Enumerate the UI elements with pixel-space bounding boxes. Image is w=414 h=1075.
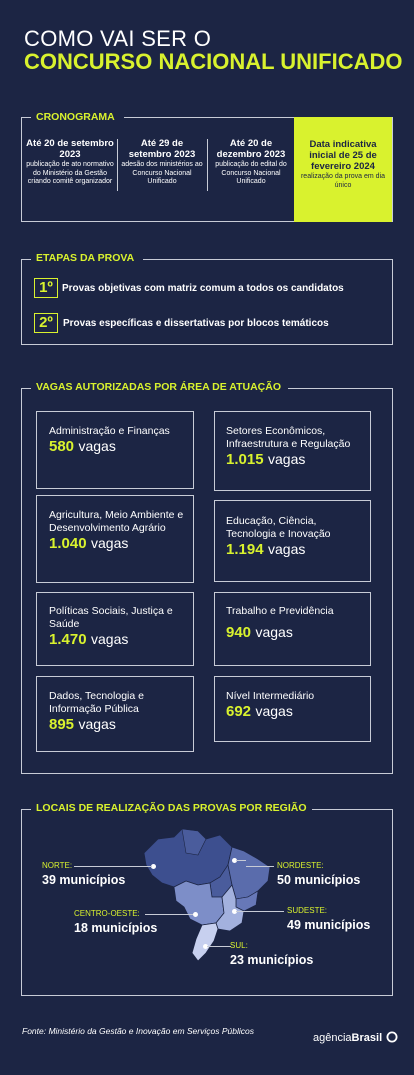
- region-count-nordeste: 50 municípios: [277, 873, 361, 887]
- vagas-card: [36, 495, 194, 583]
- region-count-norte: 39 municípios: [42, 873, 126, 887]
- vagas-count: 1.194: [226, 541, 264, 558]
- region-count-centro-oeste: 18 municípios: [74, 921, 158, 935]
- divider: [143, 259, 392, 260]
- vagas-card: [214, 592, 371, 666]
- title-line-1: COMO VAI SER O: [24, 26, 212, 51]
- divider: [21, 388, 31, 389]
- region-label-sul: SUL:: [230, 941, 248, 950]
- region-label-centro-oeste: CENTRO-OESTE:: [74, 909, 140, 918]
- centro-oeste-marker: [193, 912, 198, 917]
- sudeste-leader: [236, 911, 284, 912]
- vagas-area: Setores Econômicos, Infraestrutura e Regulação: [226, 425, 351, 450]
- vagas-area: Administração e Finanças: [49, 425, 170, 437]
- step-text: Provas específicas e dissertativas por blocos temáticos: [63, 318, 329, 329]
- vagas-unit: vagas: [78, 438, 116, 454]
- vagas-card: [214, 676, 371, 742]
- vagas-unit: vagas: [91, 535, 129, 551]
- vagas-area: Trabalho e Previdência: [226, 605, 334, 617]
- vagas-card: [214, 411, 371, 491]
- vagas-unit: vagas: [268, 541, 306, 557]
- vagas-card: [36, 592, 194, 666]
- vagas-unit: vagas: [78, 716, 116, 732]
- vagas-count: 1.470: [49, 631, 87, 648]
- nordeste-leader: [236, 860, 246, 861]
- vagas-count: 895: [49, 716, 75, 733]
- cronograma-item-highlight: [297, 139, 389, 190]
- cronograma-item: [26, 138, 114, 187]
- divider: [21, 117, 31, 118]
- vagas-card: [214, 500, 371, 582]
- cronograma-desc: adesão dos ministérios ao Concurso Nacional Unificado: [121, 161, 203, 185]
- centro-oeste-leader: [145, 914, 193, 915]
- vagas-count: 692: [226, 703, 252, 720]
- brazil-map: [140, 825, 275, 970]
- cronograma-desc: publicação de ato normativo do Ministério da Gestão criando comitê organizador: [26, 161, 114, 185]
- vagas-area: Agricultura, Meio Ambiente e Desenvolvimento Agrário: [49, 509, 184, 534]
- divider: [117, 139, 118, 191]
- locais-title: LOCAIS DE REALIZAÇÃO DAS PROVAS POR REGIÃO: [32, 802, 311, 814]
- divider: [288, 388, 392, 389]
- vagas-card: [36, 411, 194, 489]
- cronograma-date: Até 20 de setembro 2023: [26, 138, 114, 160]
- source-note: Fonte: Ministério da Gestão e Inovação em Serviços Públicos: [22, 1026, 254, 1036]
- vagas-area: Dados, Tecnologia e Informação Pública: [49, 690, 144, 715]
- etapas-title: ETAPAS DA PROVA: [32, 252, 138, 264]
- vagas-count: 1.040: [49, 535, 87, 552]
- title-line-2: CONCURSO NACIONAL UNIFICADO: [24, 49, 403, 74]
- vagas-unit: vagas: [255, 624, 293, 640]
- cronograma-date: Até 29 de setembro 2023: [128, 138, 196, 160]
- agencia-brasil-logo: [313, 1031, 398, 1044]
- vagas-count: 940: [226, 624, 252, 641]
- vagas-area: Educação, Ciência, Tecnologia e Inovação: [226, 515, 331, 540]
- brand-name: Brasil: [351, 1032, 383, 1044]
- cronograma-title: CRONOGRAMA: [32, 111, 119, 123]
- region-count-sudeste: 49 municípios: [287, 918, 371, 932]
- cronograma-item: [119, 138, 205, 187]
- cronograma-date: Até 20 de dezembro 2023: [216, 138, 286, 160]
- divider: [312, 809, 392, 810]
- etapas-box: [21, 259, 393, 345]
- region-label-sudeste: SUDESTE:: [287, 906, 328, 915]
- vagas-title: VAGAS AUTORIZADAS POR ÁREA DE ATUAÇÃO: [32, 381, 285, 393]
- cronograma-date: Data indicativa inicial de 25 de fevereiro 2024: [309, 139, 377, 172]
- step-text: Provas objetivas com matriz comum a todos os candidatos: [62, 283, 344, 294]
- region-label-norte: NORTE:: [42, 861, 73, 870]
- step-number: 2º: [34, 313, 58, 333]
- brand-prefix: agência: [313, 1032, 352, 1044]
- vagas-unit: vagas: [255, 703, 293, 719]
- vagas-count: 580: [49, 438, 75, 455]
- brand-circle-icon: [386, 1031, 398, 1043]
- vagas-count: 1.015: [226, 451, 264, 468]
- nordeste-leader: [246, 866, 274, 867]
- vagas-unit: vagas: [91, 631, 129, 647]
- step-number: 1º: [34, 278, 58, 298]
- divider: [21, 259, 31, 260]
- sul-leader: [207, 946, 231, 947]
- cronograma-item: [208, 138, 294, 187]
- vagas-area: Nível Intermediário: [226, 690, 315, 702]
- divider: [21, 809, 31, 810]
- cronograma-desc: realização da prova em dia único: [300, 173, 386, 189]
- vagas-unit: vagas: [268, 451, 306, 467]
- norte-leader: [74, 866, 152, 867]
- vagas-card: [36, 676, 194, 752]
- vagas-area: Políticas Sociais, Justiça e Saúde: [49, 605, 173, 630]
- region-count-sul: 23 municípios: [230, 953, 314, 967]
- region-label-nordeste: NORDESTE:: [277, 861, 324, 870]
- cronograma-desc: publicação do edital do Concurso Nacional Unificado: [215, 161, 287, 185]
